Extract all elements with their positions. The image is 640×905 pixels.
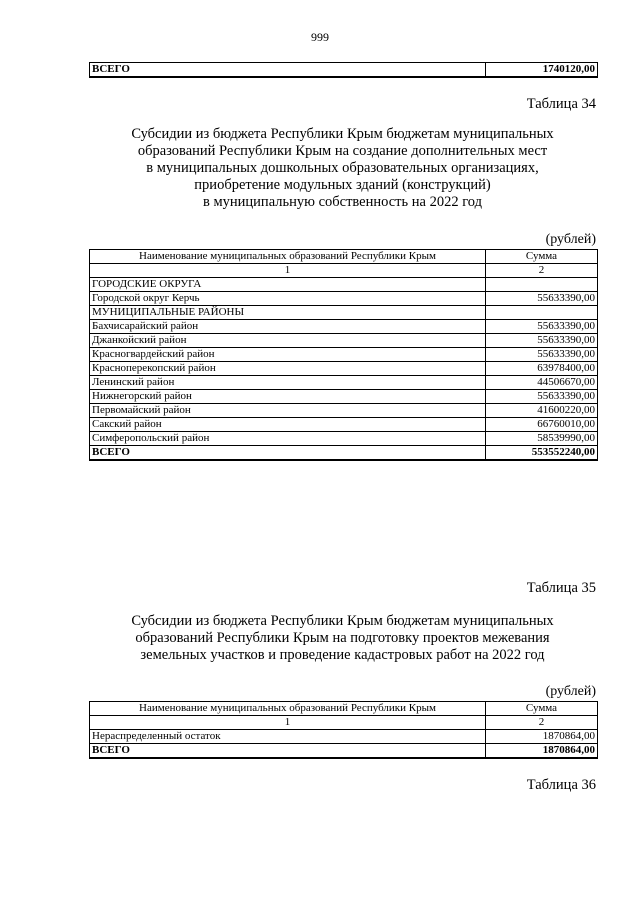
title-line: приобретение модульных зданий (конструкций) <box>194 177 491 193</box>
table-row-total <box>90 63 598 78</box>
table-row <box>90 334 598 348</box>
table-header-row <box>90 250 598 264</box>
table-row <box>90 390 598 404</box>
title-line: Субсидии из бюджета Республики Крым бюджетам муниципальных <box>131 613 554 629</box>
total-label: ВСЕГО <box>90 744 486 759</box>
header-sum: Сумма <box>486 702 598 716</box>
table-row <box>90 348 598 362</box>
col-number-1: 1 <box>90 264 486 278</box>
table35 <box>89 701 598 759</box>
table-row <box>90 404 598 418</box>
top-total-table <box>89 62 598 78</box>
row-value: 58539990,00 <box>486 432 598 446</box>
row-value: 66760010,00 <box>486 418 598 432</box>
row-value: 63978400,00 <box>486 362 598 376</box>
page-number: 999 <box>311 30 329 44</box>
row-name: Симферопольский район <box>90 432 486 446</box>
title-line: Субсидии из бюджета Республики Крым бюджетам муниципальных <box>131 126 554 142</box>
table34 <box>89 249 598 461</box>
section-label: ГОРОДСКИЕ ОКРУГА <box>90 278 486 292</box>
total-label: ВСЕГО <box>90 446 486 461</box>
table-row <box>90 362 598 376</box>
table-row <box>90 418 598 432</box>
row-value: 55633390,00 <box>486 334 598 348</box>
title-line: в муниципальных дошкольных образовательных организациях, <box>146 160 539 176</box>
table35-unit: (рублей) <box>545 684 596 699</box>
total-value: 553552240,00 <box>486 446 598 461</box>
table-row-total <box>90 446 598 461</box>
title-line: образований Республики Крым на подготовку проектов межевания <box>135 630 550 646</box>
column-number-row <box>90 716 598 730</box>
row-name: Нераспределенный остаток <box>90 730 486 744</box>
col-number-1: 1 <box>90 716 486 730</box>
section-row <box>90 278 598 292</box>
table-row <box>90 432 598 446</box>
table-header-row <box>90 702 598 716</box>
row-value: 55633390,00 <box>486 320 598 334</box>
section-row <box>90 306 598 320</box>
header-name: Наименование муниципальных образований Республики Крым <box>90 250 486 264</box>
col-number-2: 2 <box>486 264 598 278</box>
table-row-total <box>90 744 598 759</box>
table34-title <box>90 126 595 211</box>
title-line: в муниципальную собственность на 2022 год <box>203 194 482 210</box>
title-line: земельных участков и проведение кадастровых работ на 2022 год <box>140 647 545 663</box>
table-row <box>90 320 598 334</box>
total-value: 1870864,00 <box>486 744 598 759</box>
row-value: 41600220,00 <box>486 404 598 418</box>
row-name: Красноперекопский район <box>90 362 486 376</box>
row-value: 55633390,00 <box>486 390 598 404</box>
total-label: ВСЕГО <box>90 63 486 78</box>
row-name: Красногвардейский район <box>90 348 486 362</box>
row-value: 55633390,00 <box>486 348 598 362</box>
table-row <box>90 730 598 744</box>
table34-caption: Таблица 34 <box>526 96 596 112</box>
table35-caption: Таблица 35 <box>526 580 596 596</box>
row-name: Джанкойский район <box>90 334 486 348</box>
row-value: 1870864,00 <box>486 730 598 744</box>
column-number-row <box>90 264 598 278</box>
col-number-2: 2 <box>486 716 598 730</box>
row-name: Ленинский район <box>90 376 486 390</box>
table-row <box>90 376 598 390</box>
total-value: 1740120,00 <box>486 63 598 78</box>
table-row <box>90 292 598 306</box>
table35-title <box>90 613 595 664</box>
row-value: 44506670,00 <box>486 376 598 390</box>
table34-unit: (рублей) <box>545 232 596 247</box>
section-label: МУНИЦИПАЛЬНЫЕ РАЙОНЫ <box>90 306 486 320</box>
row-name: Сакский район <box>90 418 486 432</box>
row-name: Городской округ Керчь <box>90 292 486 306</box>
header-sum: Сумма <box>486 250 598 264</box>
title-line: образований Республики Крым на создание дополнительных мест <box>137 143 548 159</box>
table36-caption: Таблица 36 <box>526 777 596 793</box>
row-value: 55633390,00 <box>486 292 598 306</box>
row-name: Бахчисарайский район <box>90 320 486 334</box>
header-name: Наименование муниципальных образований Республики Крым <box>90 702 486 716</box>
row-name: Нижнегорский район <box>90 390 486 404</box>
row-name: Первомайский район <box>90 404 486 418</box>
